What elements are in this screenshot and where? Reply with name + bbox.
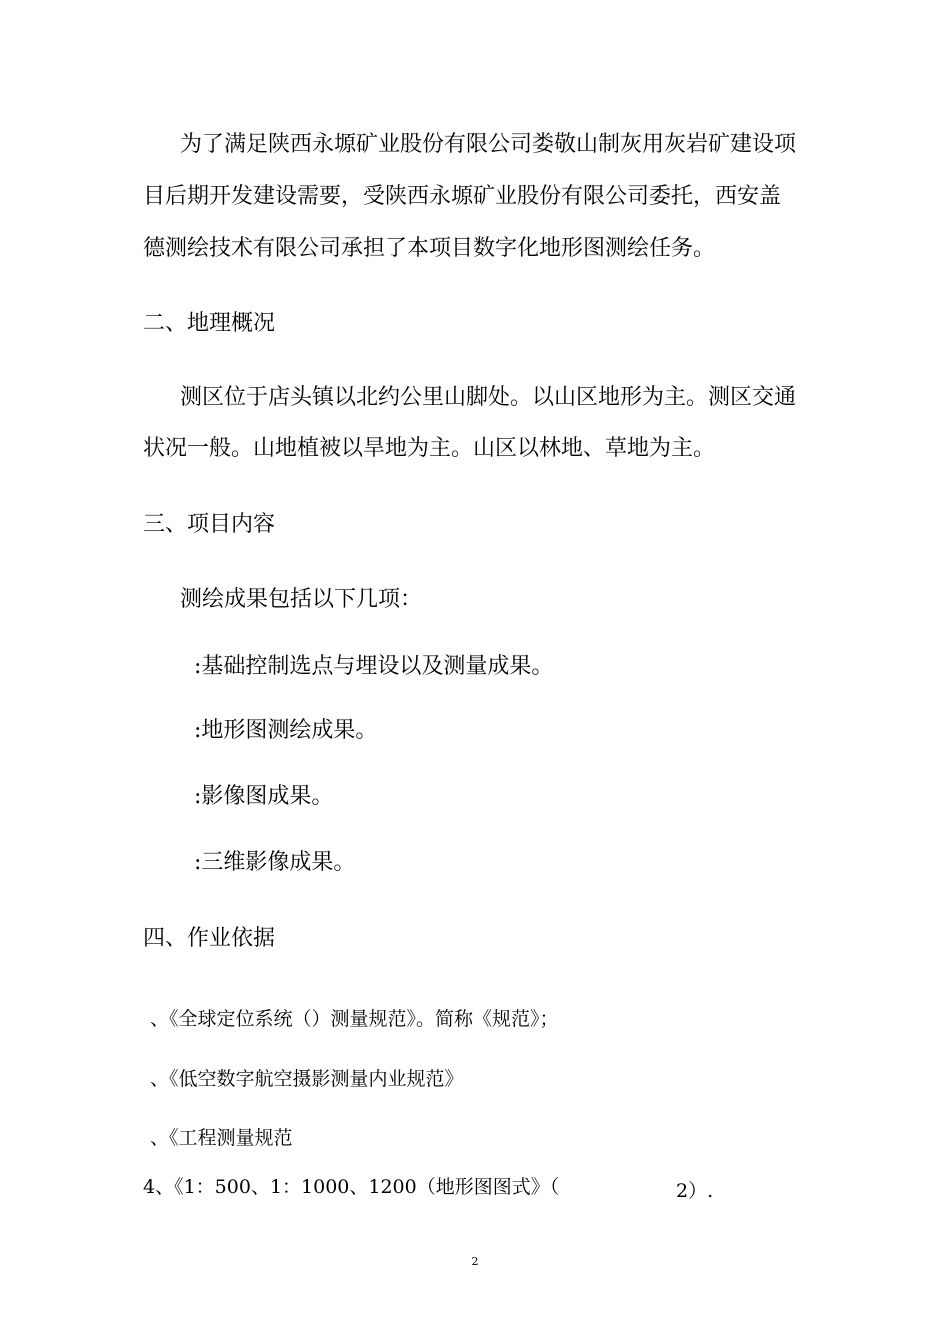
reference-item-tail: 2）. <box>676 1180 714 1202</box>
intro-line-3: 德测绘技术有限公司承担了本项目数字化地形图测绘任务。 <box>143 236 716 261</box>
page-number: 2 <box>471 1255 479 1268</box>
section-heading-project-content: 三、项目内容 <box>143 512 276 537</box>
reference-item: 、《全球定位系统（）测量规范》。简称《规范》； <box>150 1008 559 1030</box>
geography-line-2: 状况一般。山地植被以旱地为主。山区以林地、草地为主。 <box>143 436 716 461</box>
project-content-item: :地形图测绘成果。 <box>194 718 378 743</box>
section-heading-geography: 二、地理概况 <box>143 311 276 336</box>
project-content-item: :三维影像成果。 <box>194 850 356 875</box>
intro-line-2: 目后期开发建设需要，受陕西永塬矿业股份有限公司委托，西安盖 <box>143 184 782 209</box>
project-content-item: :基础控制选点与埋设以及测量成果。 <box>194 654 554 679</box>
reference-item: 、《低空数字航空摄影测量内业规范》 <box>150 1068 464 1090</box>
project-content-lead: 测绘成果包括以下几项： <box>180 587 423 612</box>
reference-item: 、《工程测量规范 <box>150 1127 293 1149</box>
section-heading-basis: 四、作业依据 <box>143 926 276 951</box>
reference-item: 4、《1：500、1：1000、1200（地形图图式》（ <box>143 1176 560 1198</box>
geography-line-1: 测区位于店头镇以北约公里山脚处。以山区地形为主。测区交通 <box>180 385 797 410</box>
intro-line-1: 为了满足陕西永塬矿业股份有限公司娄敬山制灰用灰岩矿建设项 <box>180 132 797 157</box>
project-content-item: :影像图成果。 <box>194 784 334 809</box>
